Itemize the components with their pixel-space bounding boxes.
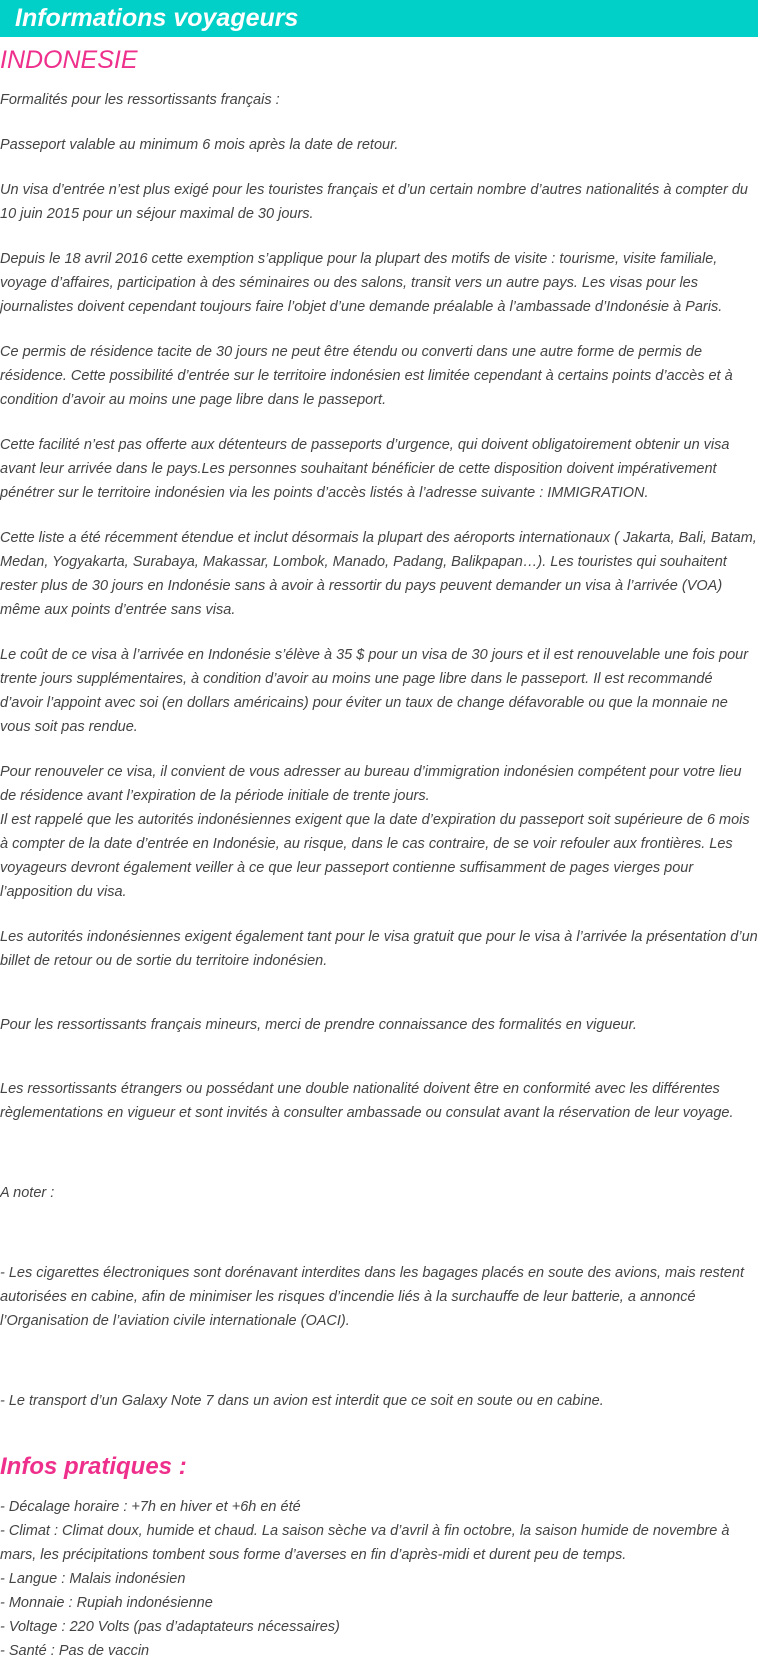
residence-permit-paragraph: Ce permis de résidence tacite de 30 jours ne peut être étendu ou converti dans une autre forme de permis de résidence. Cette possibilité d’entrée sur le territoire indonésien est limitée cependant à certains points d’accès et à condition d’avoir au moins une page libre dans le passeport. (0, 344, 733, 408)
airports-paragraph: Cette liste a été récemment étendue et inclut désormais la plupart des aéroports internationaux ( Jakarta, Bali, Batam, Medan, Yogyakarta, Surabaya, Makassar, Lombok, Manado, Padang, Balikpapan…). Les touristes qui souhaitent rester plus de 30 jours en Indonésie sans à avoir à ressortir du pays peuvent demander un visa à l’arrivée (VOA) même aux points d’entrée sans visa. (0, 530, 757, 618)
voa-cost-paragraph: Le coût de ce visa à l’arrivée en Indonésie s’élève à 35 $ pour un visa de 30 jours et il est renouvelable une fois pour trente jours supplémentaires, à condition d’avoir au moins une page libre dans le passeport. Il est recommandé d’avoir l’appoint avec soi (en dollars américains) pour éviter un taux de change défavorable ou que la monnaie ne vous soit pas rendue. (0, 647, 749, 735)
minors-paragraph: Pour les ressortissants français mineurs, merci de prendre connaissance des formalités en vigueur. (0, 1017, 637, 1033)
return-ticket-paragraph: Les autorités indonésiennes exigent également tant pour le visa gratuit que pour le visa à l’arrivée la présentation d’un billet de retour ou de sortie du territoire indonésien. (0, 929, 758, 969)
practical-item-currency: - Monnaie : Rupiah indonésienne (0, 1595, 213, 1611)
renewal-paragraph: Pour renouveler ce visa, il convient de vous adresser au bureau d’immigration indonésien compétent pour votre lieu de résidence avant l’expiration de la période initiale de trente jours. (0, 764, 742, 804)
exemption-2016-paragraph: Depuis le 18 avril 2016 cette exemption s’applique pour la plupart des motifs de visite : tourisme, visite familiale, voyage d’affaires, participation à des séminaires ou des salons, transit vers un autre pays. Les visas pour les journalistes doivent cependant toujours faire l’objet d’une demande préalable à l’ambassade d’Indonésie à Paris. (0, 251, 723, 315)
header-bar (0, 0, 758, 37)
foreigners-paragraph: Les ressortissants étrangers ou possédant une double nationalité doivent être en conformité avec les différentes règlementations en vigueur et sont invités à consulter ambassade ou consulat avant la réservation de leur voyage. (0, 1081, 734, 1121)
note-galaxy-paragraph: - Le transport d’un Galaxy Note 7 dans un avion est interdit que ce soit en soute ou en cabine. (0, 1393, 604, 1409)
emergency-passports-paragraph: Cette facilité n’est pas offerte aux détenteurs de passeports d’urgence, qui doivent obligatoirement obtenir un visa avant leur arrivée dans le pays.Les personnes souhaitant bénéficier de cette disposition doivent impérativement pénétrer sur le territoire indonésien via les points d’accès listés à l’adresse suivante : IMMIGRATION. (0, 437, 730, 501)
practical-info-list (0, 1495, 758, 1663)
practical-item-time-difference: - Décalage horaire : +7h en hiver et +6h en été (0, 1499, 301, 1515)
practical-item-voltage: - Voltage : 220 Volts (pas d’adaptateurs nécessaires) (0, 1619, 340, 1635)
visa-exemption-paragraph: Un visa d’entrée n’est plus exigé pour les touristes français et d’un certain nombre d’autres nationalités à compter du 10 juin 2015 pour un séjour maximal de 30 jours. (0, 182, 748, 222)
page-title: Informations voyageurs (15, 4, 299, 32)
practical-item-climate: - Climat : Climat doux, humide et chaud. La saison sèche va d’avril à fin octobre, la saison humide de novembre à mars, les précipitations tombent sous forme d’averses en fin d’après-midi et durent peu de temps. (0, 1523, 730, 1563)
practical-item-health: - Santé : Pas de vaccin (0, 1643, 150, 1659)
formalities-section (0, 88, 758, 1413)
note-cigarettes-paragraph: - Les cigarettes électroniques sont dorénavant interdites dans les bagages placés en soute des avions, mais restent autorisées en cabine, afin de minimiser les risques d’incendie liés à la surchauffe de leur batterie, a annoncé l’Organisation de l’aviation civile internationale (OACI). (0, 1265, 744, 1329)
expiration-reminder-paragraph: Il est rappelé que les autorités indonésiennes exigent que la date d’expiration du passeport soit supérieure de 6 mois à compter de la date d’entrée en Indonésie, au risque, dans le cas contraire, de se voir refouler aux frontières. Les voyageurs devront également veiller à ce que leur passeport contienne suffisamment de pages vierges pour l’apposition du visa. (0, 812, 750, 900)
country-title: INDONESIE (0, 46, 138, 74)
passport-paragraph: Passeport valable au minimum 6 mois après la date de retour. (0, 137, 399, 153)
formalities-intro: Formalités pour les ressortissants français : (0, 92, 280, 108)
note-label: A noter : (0, 1185, 55, 1201)
practical-item-language: - Langue : Malais indonésien (0, 1571, 186, 1587)
practical-info-title: Infos pratiques : (0, 1453, 187, 1480)
